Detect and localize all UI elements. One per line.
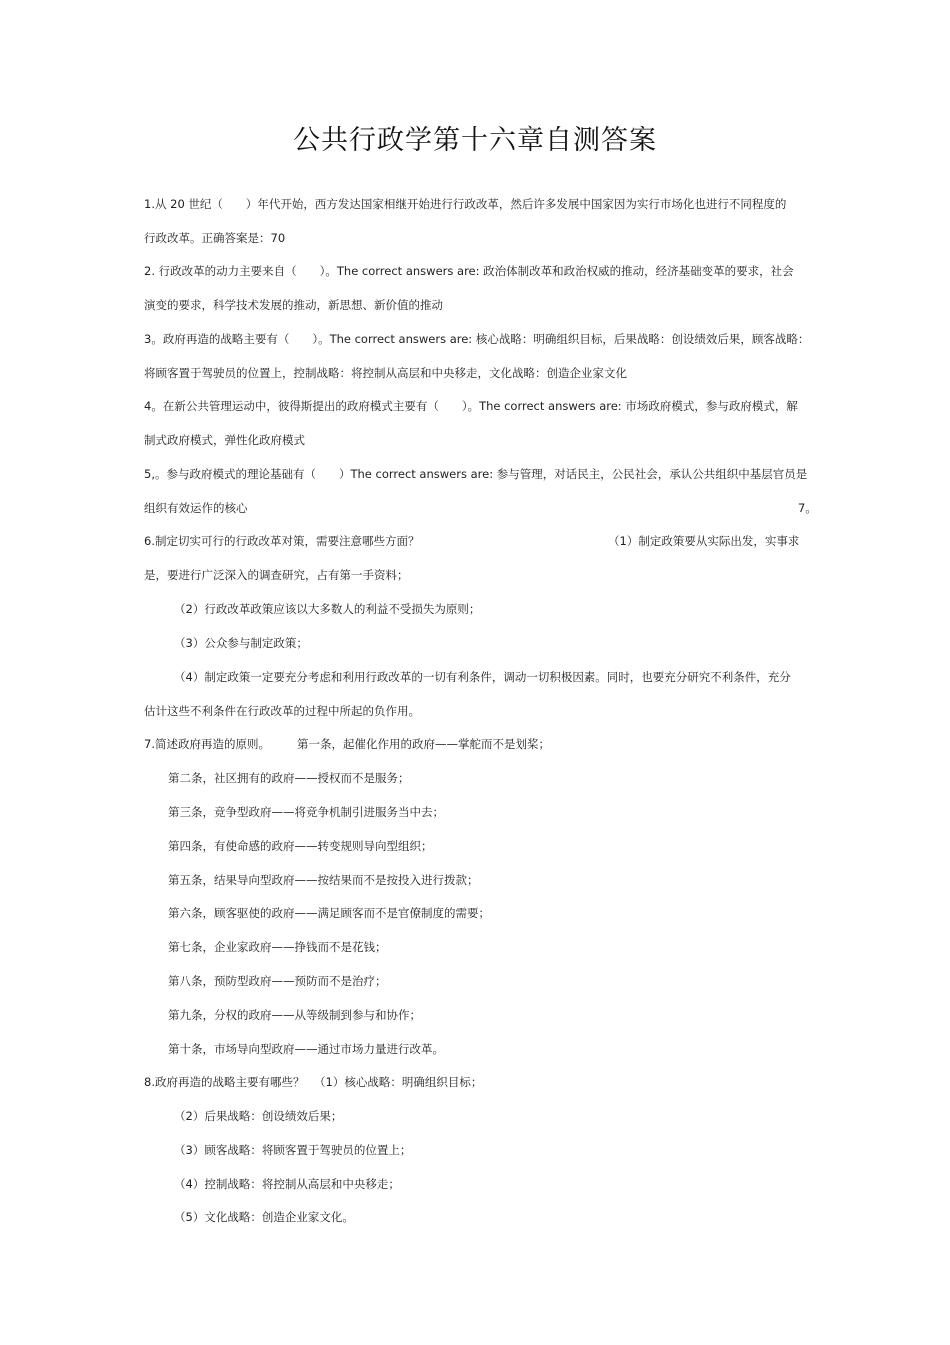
q2-line-2: 演变的要求，科学技术发展的推动，新思想、新价值的推动 <box>144 298 443 312</box>
q7-principle-1: 第一条，起催化作用的政府——掌舵而不是划桨； <box>297 737 550 751</box>
q8-question: 8.政府再造的战略主要有哪些？ <box>144 1075 305 1089</box>
q8-strategy-2: （2）后果战略：创设绩效后果； <box>174 1109 343 1123</box>
q6-answer-1-cont: 是，要进行广泛深入的调查研究，占有第一手资料； <box>144 568 409 582</box>
q7-principle-2: 第二条，社区拥有的政府——授权而不是服务； <box>168 771 410 785</box>
q7-principle-7: 第七条，企业家政府——挣钱而不是花钱； <box>168 940 387 954</box>
q6-answer-3: （3）公众参与制定政策； <box>174 636 308 650</box>
q2-line-1: 2. 行政改革的动力主要来自（ ）。The correct answers are: 政治体制改革和政治权威的推动，经济基础变革的要求，社会 <box>144 264 794 278</box>
q7-principle-10: 第十条，市场导向型政府——通过市场力量进行改革。 <box>168 1042 444 1056</box>
document-title: 公共行政学第十六章自测答案 <box>293 125 657 156</box>
q1-line-1: 1.从 20 世纪（ ）年代开始，西方发达国家相继开始进行行政改革，然后许多发展中国家因为实行市场化也进行不同程度的 <box>144 197 787 211</box>
q7-question: 7.简述政府再造的原则。 <box>144 737 270 751</box>
q5-line-2: 组织有效运作的核心 <box>144 501 248 515</box>
q6-answer-4: （4）制定政策一定要充分考虑和利用行政改革的一切有利条件，调动一切积极因素。同时，也要充分研究不利条件，充分 <box>174 670 791 684</box>
q3-line-2: 将顾客置于驾驶员的位置上，控制战略：将控制从高层和中央移走，文化战略：创造企业家文化 <box>144 366 627 380</box>
q4-line-2: 制式政府模式，弹性化政府模式 <box>144 433 305 447</box>
q7-principle-4: 第四条，有使命感的政府——转变规则导向型组织； <box>168 839 433 853</box>
q7-principle-5: 第五条，结果导向型政府——按结果而不是按投入进行拨款； <box>168 873 479 887</box>
q8-strategy-1: （1）核心战略：明确组织目标； <box>314 1075 483 1089</box>
q7-principle-9: 第九条，分权的政府——从等级制到参与和协作； <box>168 1008 421 1022</box>
q5-line-1: 5,。参与政府模式的理论基础有（ ）The correct answers are: 参与管理，对话民主，公民社会，承认公共组织中基层官员是 <box>144 467 808 481</box>
q7-principle-6: 第六条，顾客驱使的政府——满足顾客而不是官僚制度的需要； <box>168 906 490 920</box>
q4-line-1: 4。在新公共管理运动中，彼得斯提出的政府模式主要有（ ）。The correct answers are: 市场政府模式，参与政府模式，解 <box>144 399 798 413</box>
q8-strategy-5: （5）文化战略：创造企业家文化。 <box>174 1210 354 1224</box>
q8-strategy-4: （4）控制战略：将控制从高层和中央移走； <box>174 1177 400 1191</box>
q7-principle-3: 第三条，竞争型政府——将竞争机制引进服务当中去； <box>168 805 444 819</box>
q5-answer-number: 7。 <box>798 501 817 515</box>
q6-answer-4-cont: 估计这些不利条件在行政改革的过程中所起的负作用。 <box>144 704 420 718</box>
q6-answer-1-start: （1）制定政策要从实际出发，实事求 <box>608 534 800 548</box>
q8-strategy-3: （3）顾客战略：将顾客置于驾驶员的位置上； <box>174 1143 412 1157</box>
q3-line-1: 3。政府再造的战略主要有（ ）。The correct answers are: 核心战略：明确组织目标，后果战略：创设绩效后果，顾客战略： <box>144 332 810 346</box>
q1-line-2: 行政改革。正确答案是：70 <box>144 231 286 245</box>
q6-answer-2: （2）行政改革政策应该以大多数人的利益不受损失为原则； <box>174 602 481 616</box>
q7-principle-8: 第八条，预防型政府——预防而不是治疗； <box>168 974 387 988</box>
q6-question: 6.制定切实可行的行政改革对策，需要注意哪些方面？ <box>144 534 420 548</box>
